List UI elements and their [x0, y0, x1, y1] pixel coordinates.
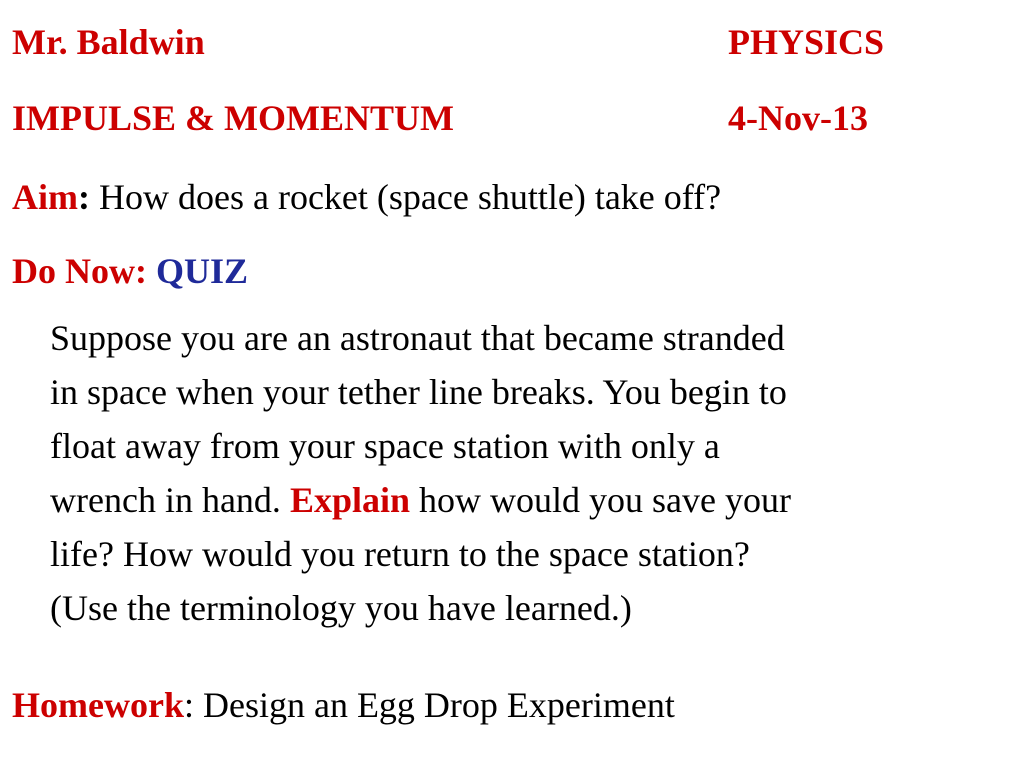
lesson-date: 4-Nov-13: [728, 98, 868, 138]
homework-text: : Design an Egg Drop Experiment: [183, 685, 675, 725]
aim-text: How does a rocket (space shuttle) take off?: [90, 177, 722, 217]
question-line-2: in space when your tether line breaks. You begin to: [50, 372, 787, 412]
topic-title: IMPULSE & MOMENTUM: [12, 98, 454, 138]
question-line-6: (Use the terminology you have learned.): [50, 588, 632, 628]
homework-line: [12, 687, 675, 723]
aim-line: [12, 179, 721, 215]
question-line-4-start: wrench in hand.: [50, 480, 290, 520]
question-line-1: Suppose you are an astronaut that became stranded: [50, 318, 785, 358]
do-now-line: [12, 253, 248, 289]
subject-title: PHYSICS: [728, 22, 885, 62]
aim-colon: :: [78, 177, 90, 217]
explain-keyword: Explain: [289, 480, 410, 520]
do-now-label: Do Now:: [12, 251, 156, 291]
quiz-question: [50, 320, 791, 644]
question-line-4-end: how would you save your: [410, 480, 791, 520]
do-now-value: QUIZ: [155, 251, 249, 291]
homework-label: Homework: [12, 685, 184, 725]
question-line-4: [50, 482, 791, 518]
question-line-5: life? How would you return to the space station?: [50, 534, 750, 574]
question-line-3: float away from your space station with only a: [50, 426, 720, 466]
aim-label: Aim: [12, 177, 78, 217]
teacher-name: Mr. Baldwin: [12, 22, 205, 62]
